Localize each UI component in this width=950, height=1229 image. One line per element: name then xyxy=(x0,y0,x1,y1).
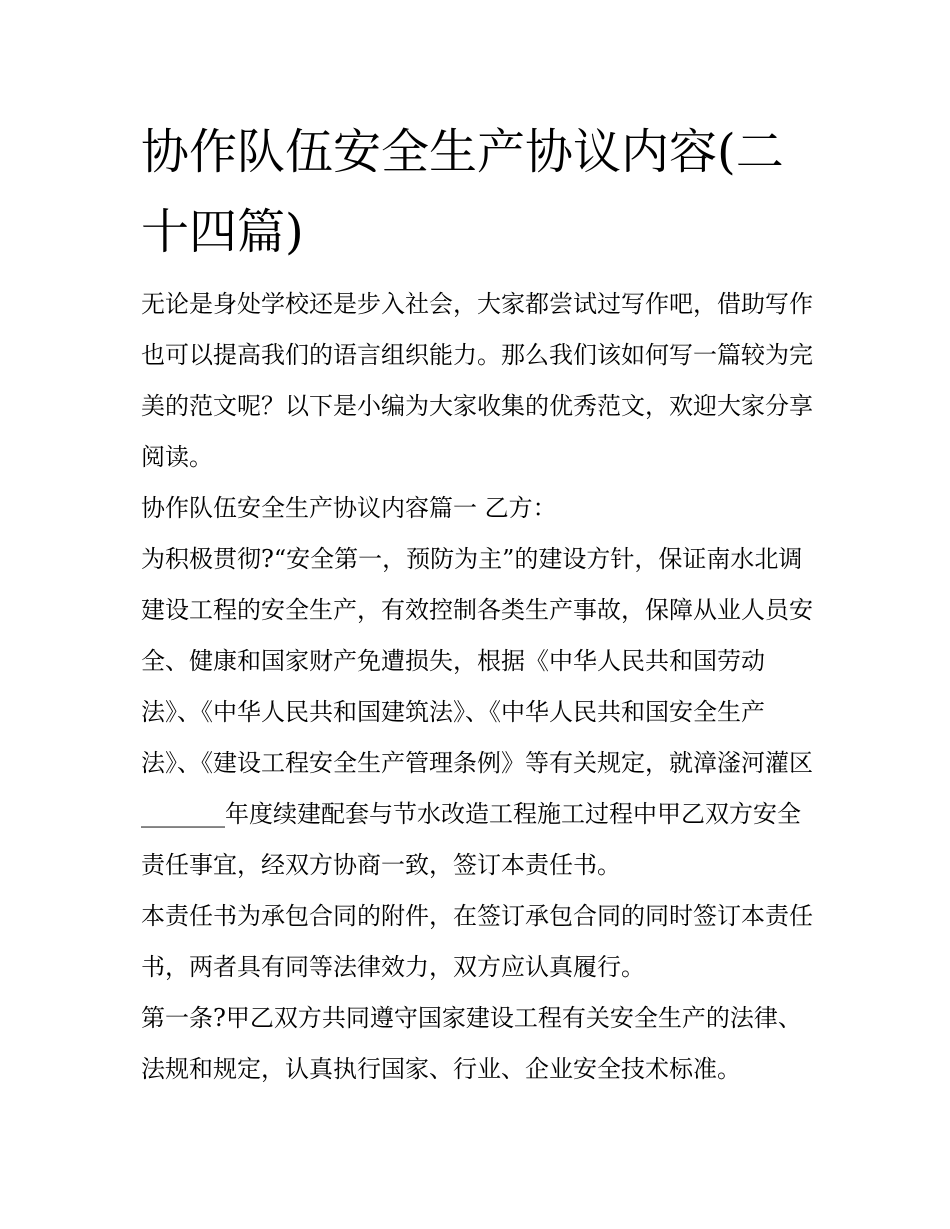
intro-paragraph: 无论是身处学校还是步入社会，大家都尝试过写作吧，借助写作也可以提高我们的语言组织能力。那么我们该如何写一篇较为完美的范文呢？以下是小编为大家收集的优秀范文，欢迎大家分享阅读。 xyxy=(141,290,813,471)
purpose-paragraph: 为积极贯彻?“安全第一，预防为主”的建设方针，保证南水北调建设工程的安全生产，有效控制各类生产事故，保障从业人员安全、健康和国家财产免遭损失，根据《中华人民共和国劳动法》、《中华人民共和国建筑法》、《中华人民共和国安全生产法》、《建设工程安全生产管理条例》等有关规定，就漳滏河灌区_______年度续建配套与节水改造工程施工过程中甲乙双方安全责任事宜，经双方协商一致，签订本责任书。 xyxy=(141,545,813,879)
document-body xyxy=(141,279,813,1095)
document-title: 协作队伍安全生产协议内容(二十四篇) xyxy=(141,124,784,260)
section-heading-paragraph: 协作队伍安全生产协议内容篇一 乙方： xyxy=(141,494,557,522)
attachment-paragraph: 本责任书为承包合同的附件，在签订承包合同的同时签订本责任书，两者具有同等法律效力，双方应认真履行。 xyxy=(141,902,813,981)
article-one-paragraph: 第一条?甲乙双方共同遵守国家建设工程有关安全生产的法律、法规和规定，认真执行国家、行业、企业安全技术标准。 xyxy=(141,1004,802,1083)
